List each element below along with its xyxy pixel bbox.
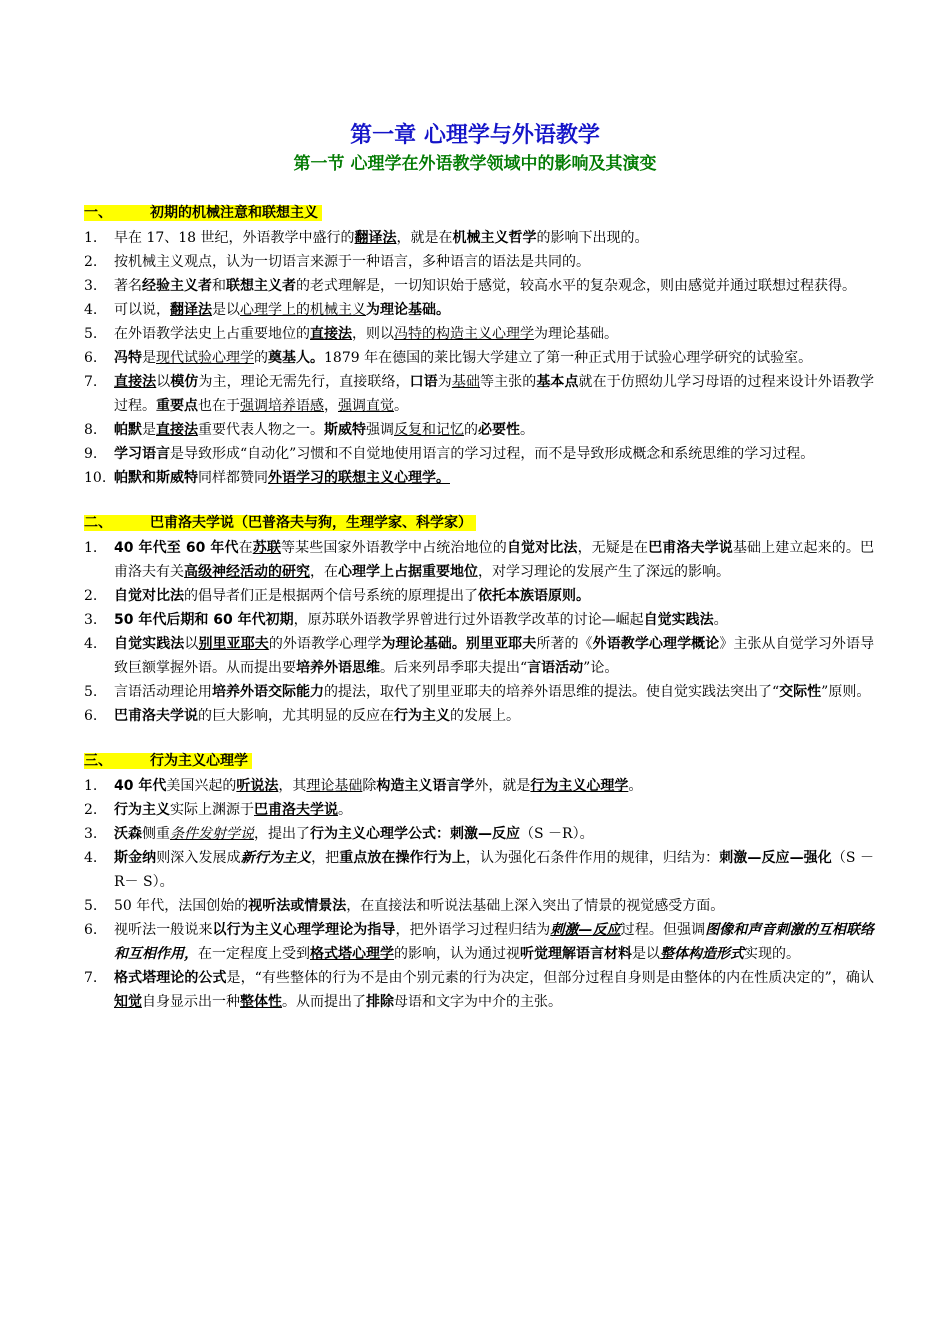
text-run: 听说法 — [236, 778, 279, 794]
text-run: ，则以 — [352, 326, 394, 342]
text-run: 除 — [362, 778, 377, 794]
list-item — [84, 894, 874, 918]
text-run: 以 — [156, 374, 171, 390]
text-run: 的影响，认为通过视 — [394, 946, 520, 962]
text-run: 同样都赞同 — [198, 470, 268, 486]
text-run: 著名 — [114, 278, 142, 294]
text-run: 经验主义者 — [142, 278, 212, 294]
list-item-number: 1. — [84, 778, 98, 794]
section-number: 三、 — [84, 753, 112, 769]
text-run: 。 — [338, 802, 352, 818]
text-run: ，无疑是在 — [577, 540, 649, 556]
list-item — [84, 680, 874, 704]
list-item-number: 4. — [84, 636, 98, 652]
text-run: 所著的《 — [536, 636, 593, 652]
list-item — [84, 608, 874, 632]
text-run: 1879 年在德国的莱比锡大学建立了第一种正式用于试验心理学研究的试验室。 — [324, 350, 813, 366]
list-item-number: 3. — [84, 612, 98, 628]
text-run: 则深入发展成 — [156, 850, 241, 866]
text-run: 视听法一般说来 — [114, 922, 213, 938]
list-item-number: 10. — [84, 470, 107, 486]
text-run: 翻译法 — [170, 302, 212, 318]
list-item — [84, 274, 874, 298]
list-item-number: 6. — [84, 708, 98, 724]
text-run: 高级神经活动的研究 — [184, 564, 310, 580]
text-run: 侧重 — [142, 826, 170, 842]
list-item — [84, 918, 874, 966]
text-run: ，认为强化石条件作用的规律，归结为： — [465, 850, 720, 866]
text-run: 交际性 — [779, 684, 822, 700]
text-run: 在 — [238, 540, 253, 556]
text-run: 自觉对比法 — [506, 540, 578, 556]
text-run: ，在 — [310, 564, 338, 580]
text-run: 现代试验心理学 — [156, 350, 254, 366]
text-run: 刺激—反应—强化 — [719, 850, 832, 866]
text-run: 和 — [212, 278, 226, 294]
text-run: 别里亚耶夫 — [198, 636, 269, 652]
text-run: 强调直觉 — [338, 398, 394, 414]
text-run: 帕默和斯威特 — [114, 470, 198, 486]
list-item — [84, 966, 874, 1014]
list-item-text — [114, 346, 874, 370]
list-item-number: 2. — [84, 254, 98, 270]
list-item-text — [114, 442, 874, 466]
section-heading-highlight — [84, 515, 476, 531]
text-run: 直接法 — [310, 326, 352, 342]
text-run: 的发展上。 — [450, 708, 520, 724]
list-item-text — [114, 894, 874, 918]
text-run: 按机械主义观点，认为一切语言来源于一种语言，多种语言的语法是共同的。 — [114, 254, 590, 270]
text-run: 整体性 — [240, 994, 282, 1010]
text-run: 帕默 — [114, 422, 142, 438]
section-heading-text: 初期的机械注意和联想主义 — [150, 205, 318, 221]
text-run: 美国兴起的 — [166, 778, 237, 794]
text-run: 口语 — [409, 374, 438, 390]
text-run: 重要代表人物之一。 — [198, 422, 324, 438]
list-item-text — [114, 250, 874, 274]
text-run: 是导致形成“自动化”习惯和不自觉地使用语言的学习过程，而不是导致形成概念和系统思维的学习过程。 — [170, 446, 815, 462]
text-run: 奠基人。 — [268, 350, 324, 366]
text-run: 巴甫洛夫学说 — [114, 708, 198, 724]
list-item-number: 4. — [84, 302, 98, 318]
list-item — [84, 370, 874, 418]
text-run: 在外语教学法史上占重要地位的 — [114, 326, 310, 342]
text-run: 的影响下出现的。 — [536, 230, 649, 246]
list-item-number: 6. — [84, 350, 98, 366]
text-run: 的提法，取代了别里亚耶夫的培养外语思维的提法。使自觉实践法突出了“ — [324, 684, 780, 700]
text-run: 机械主义哲学 — [452, 230, 537, 246]
list-item-number: 7. — [84, 970, 98, 986]
text-run: 理论基础 — [306, 778, 363, 794]
text-run: 为理论基础。 — [366, 302, 450, 318]
list-item-number: 7. — [84, 374, 98, 390]
text-run: 斯威特 — [324, 422, 366, 438]
list-item-number: 3. — [84, 826, 98, 842]
text-run: 就在于仿照幼儿学习母语的过程来设计外语教学过程。 — [114, 374, 875, 414]
text-run: 等主张的 — [480, 374, 537, 390]
text-run: 的巨大影响，尤其明显的反应在 — [198, 708, 394, 724]
text-run: 刺激—反应 — [550, 922, 621, 938]
text-run: 排除 — [366, 994, 394, 1010]
text-run: 重要点 — [156, 398, 198, 414]
text-run: 的倡导者们正是根据两个信号系统的原理提出了 — [184, 588, 478, 604]
text-run: ，原苏联外语教学界曾进行过外语教学改革的讨论—崛起 — [293, 612, 644, 628]
text-run: 母语和文字为中介的主张。 — [394, 994, 562, 1010]
section-title: 第一节 心理学在外语教学领域中的影响及其演变 — [293, 154, 657, 174]
text-run: （S －R－ S）。 — [114, 850, 875, 890]
text-run: 直接法 — [156, 422, 198, 438]
text-run: ，把外语学习过程归结为 — [395, 922, 551, 938]
section-1 — [84, 202, 874, 490]
text-run: 冯特的构造主义心理学 — [394, 326, 534, 342]
text-run: 50 年代后期和 60 年代初期 — [114, 612, 294, 628]
text-run: 格式塔理论的公式 — [114, 970, 227, 986]
text-run: 。后来列昂季耶夫提出“ — [380, 660, 528, 676]
list-item — [84, 298, 874, 322]
text-run: 可以说， — [114, 302, 170, 318]
list-item-text — [114, 608, 874, 632]
list-item-text — [114, 298, 874, 322]
text-run: 基本点 — [536, 374, 579, 390]
text-run: ”原则。 — [821, 684, 871, 700]
text-run: 40 年代至 60 年代 — [114, 540, 239, 556]
section-heading-highlight — [84, 205, 322, 221]
text-run: 行为主义 — [114, 802, 170, 818]
text-run: 为主，理论无需先行，直接联络， — [198, 374, 410, 390]
text-run: ，把 — [311, 850, 340, 866]
list-item-text — [114, 680, 874, 704]
text-run: 50 年代，法国创始的 — [114, 898, 249, 914]
list-item-number: 3. — [84, 278, 98, 294]
text-run: 行为主义心理学 — [530, 778, 629, 794]
list-item-text — [114, 798, 874, 822]
list-item-text — [114, 774, 874, 798]
text-run: 直接法 — [114, 374, 157, 390]
text-run: 是 — [142, 350, 156, 366]
text-run: 。 — [394, 398, 408, 414]
section-heading-highlight — [84, 753, 252, 769]
text-run: 条件发射学说 — [170, 826, 254, 842]
text-run: 构造主义语言学 — [376, 778, 475, 794]
text-run: 的外语教学心理学 — [268, 636, 382, 652]
list-item-text — [114, 370, 874, 418]
text-run: 格式塔心理学 — [310, 946, 394, 962]
list-item — [84, 442, 874, 466]
text-run: 的老式理解是，一切知识始于感觉，较高水平的复杂观念，则由感觉并通过联想过程获得。 — [296, 278, 856, 294]
list-item-number: 5. — [84, 684, 98, 700]
text-run: 强调 — [366, 422, 394, 438]
text-run: 依托本族语原则。 — [478, 588, 590, 604]
section-heading — [84, 202, 874, 224]
text-run: 培养外语思维 — [296, 660, 380, 676]
text-run: 新行为主义 — [240, 850, 312, 866]
text-run: ， — [324, 398, 338, 414]
text-run: 以 — [184, 636, 199, 652]
list-item — [84, 798, 874, 822]
text-run: 在一定程度上受到 — [198, 946, 310, 962]
section-3 — [84, 750, 874, 1014]
text-run: 。从而提出了 — [282, 994, 366, 1010]
document-body — [84, 202, 874, 1036]
list-item-number: 4. — [84, 850, 98, 866]
chapter-title: 第一章 心理学与外语教学 — [350, 123, 600, 148]
section-number: 二、 — [84, 515, 112, 531]
text-run: 重点放在操作行为上 — [339, 850, 466, 866]
text-run: 自觉实践法 — [643, 612, 714, 628]
text-run: 行为主义 — [394, 708, 450, 724]
list-item — [84, 774, 874, 798]
list-item — [84, 704, 874, 728]
list-item-number: 1. — [84, 540, 98, 556]
list-item-number: 1. — [84, 230, 98, 246]
text-run: 巴甫洛夫学说 — [648, 540, 733, 556]
list-item — [84, 632, 874, 680]
text-run: ，对学习理论的发展产生了深远的影响。 — [478, 564, 730, 580]
text-run: 言语活动 — [527, 660, 584, 676]
text-run: 。 — [520, 422, 534, 438]
list-item — [84, 250, 874, 274]
list-item-number: 5. — [84, 898, 98, 914]
section-2 — [84, 512, 874, 728]
text-run: ，其 — [278, 778, 307, 794]
list-item — [84, 466, 874, 490]
text-run: 是以 — [212, 302, 240, 318]
text-run: 过程。但强调 — [620, 922, 706, 938]
section-heading-text: 巴甫洛夫学说（巴普洛夫与狗，生理学家、科学家） — [150, 515, 472, 531]
numbered-list — [84, 226, 874, 490]
text-run: 实际上渊源于 — [170, 802, 254, 818]
text-run: 翻译法 — [354, 230, 397, 246]
list-item-text — [114, 632, 874, 680]
list-item — [84, 584, 874, 608]
text-run: 以行为主义心理学理论为指导 — [212, 922, 396, 938]
text-run: 基础上建立起来的。巴甫洛夫有关 — [114, 540, 875, 580]
text-run: 外语教学心理学概论 — [592, 636, 720, 652]
text-run: 为理论基础。别里亚耶夫 — [381, 636, 537, 652]
numbered-list — [84, 536, 874, 728]
text-run: 行为主义心理学公式：刺激—反应 — [310, 826, 520, 842]
list-item — [84, 226, 874, 250]
text-run: 也在于 — [198, 398, 240, 414]
list-item-number: 5. — [84, 326, 98, 342]
text-run: 为理论基础。 — [534, 326, 618, 342]
text-run: 学习语言 — [114, 446, 170, 462]
text-run: 强调培养语感 — [240, 398, 324, 414]
text-run: 外语学习的联想主义心理学。 — [268, 470, 450, 486]
text-run: 实现的。 — [744, 946, 800, 962]
list-item — [84, 536, 874, 584]
text-run: （S －R）。 — [520, 826, 594, 842]
section-heading — [84, 750, 874, 772]
list-item-text — [114, 536, 874, 584]
text-run: 自身显示出一种 — [142, 994, 240, 1010]
list-item — [84, 322, 874, 346]
text-run: 模仿 — [170, 374, 199, 390]
list-item-text — [114, 322, 874, 346]
text-run: 沃森 — [114, 826, 142, 842]
numbered-list — [84, 774, 874, 1014]
text-run: 心理学上的机械主义 — [240, 302, 366, 318]
text-run: 基础 — [451, 374, 480, 390]
text-run: 联想主义者 — [226, 278, 296, 294]
list-item-text — [114, 466, 874, 490]
text-run: 心理学上占据重要地位 — [338, 564, 478, 580]
text-run: 巴甫洛夫学说 — [254, 802, 338, 818]
text-run: 外，就是 — [474, 778, 531, 794]
text-run: 整体构造形式 — [660, 946, 744, 962]
list-item-number: 6. — [84, 922, 98, 938]
text-run: 斯金纳 — [114, 850, 157, 866]
text-run: 是 — [142, 422, 156, 438]
text-run: ，就是在 — [396, 230, 453, 246]
list-item-number: 2. — [84, 802, 98, 818]
text-run: 。 — [628, 778, 643, 794]
list-item-text — [114, 274, 874, 298]
list-item — [84, 822, 874, 846]
text-run: 是，“有些整体的行为不是由个别元素的行为决定，但部分过程自身则是由整体的内在性质决定的”，确认 — [226, 970, 874, 986]
list-item-text — [114, 704, 874, 728]
text-run: 是以 — [632, 946, 660, 962]
text-run: 知觉 — [114, 994, 142, 1010]
text-run: 40 年代 — [114, 778, 167, 794]
list-item — [84, 346, 874, 370]
text-run: ”论。 — [583, 660, 619, 676]
list-item-text — [114, 822, 874, 846]
text-run: 培养外语交际能力 — [212, 684, 324, 700]
text-run: ，提出了 — [254, 826, 310, 842]
list-item-text — [114, 846, 874, 894]
list-item — [84, 418, 874, 442]
section-heading-text: 行为主义心理学 — [150, 753, 248, 769]
text-run: 》主张从自觉学习外语导致巨额掌握外语。从而提出要 — [114, 636, 875, 676]
list-item-number: 8. — [84, 422, 98, 438]
list-item-text — [114, 918, 874, 966]
text-run: 自觉对比法 — [114, 588, 184, 604]
title-block — [0, 122, 950, 176]
list-item-text — [114, 584, 874, 608]
text-run: 苏联 — [252, 540, 281, 556]
text-run: 的 — [464, 422, 478, 438]
text-run: ，在直接法和听说法基础上深入突出了情景的视觉感受方面。 — [346, 898, 725, 914]
section-number: 一、 — [84, 205, 112, 221]
text-run: 必要性 — [478, 422, 520, 438]
text-run: 言语活动理论用 — [114, 684, 212, 700]
list-item-number: 2. — [84, 588, 98, 604]
section-heading — [84, 512, 874, 534]
text-run: 为 — [437, 374, 452, 390]
text-run: 等某些国家外语教学中占统治地位的 — [280, 540, 507, 556]
list-item-text — [114, 966, 874, 1014]
text-run: 自觉实践法 — [114, 636, 185, 652]
text-run: 早在 17、18 世纪，外语教学中盛行的 — [114, 230, 355, 246]
text-run: 反复和记忆 — [394, 422, 464, 438]
list-item — [84, 846, 874, 894]
text-run: 听觉理解语言材料 — [520, 946, 632, 962]
list-item-number: 9. — [84, 446, 98, 462]
text-run: 视听法或情景法 — [248, 898, 347, 914]
text-run: 图像和声音刺激的互相联络和互相作用， — [114, 922, 875, 962]
text-run: 冯特 — [114, 350, 142, 366]
text-run: 。 — [713, 612, 728, 628]
text-run: 的 — [254, 350, 268, 366]
list-item-text — [114, 226, 874, 250]
list-item-text — [114, 418, 874, 442]
